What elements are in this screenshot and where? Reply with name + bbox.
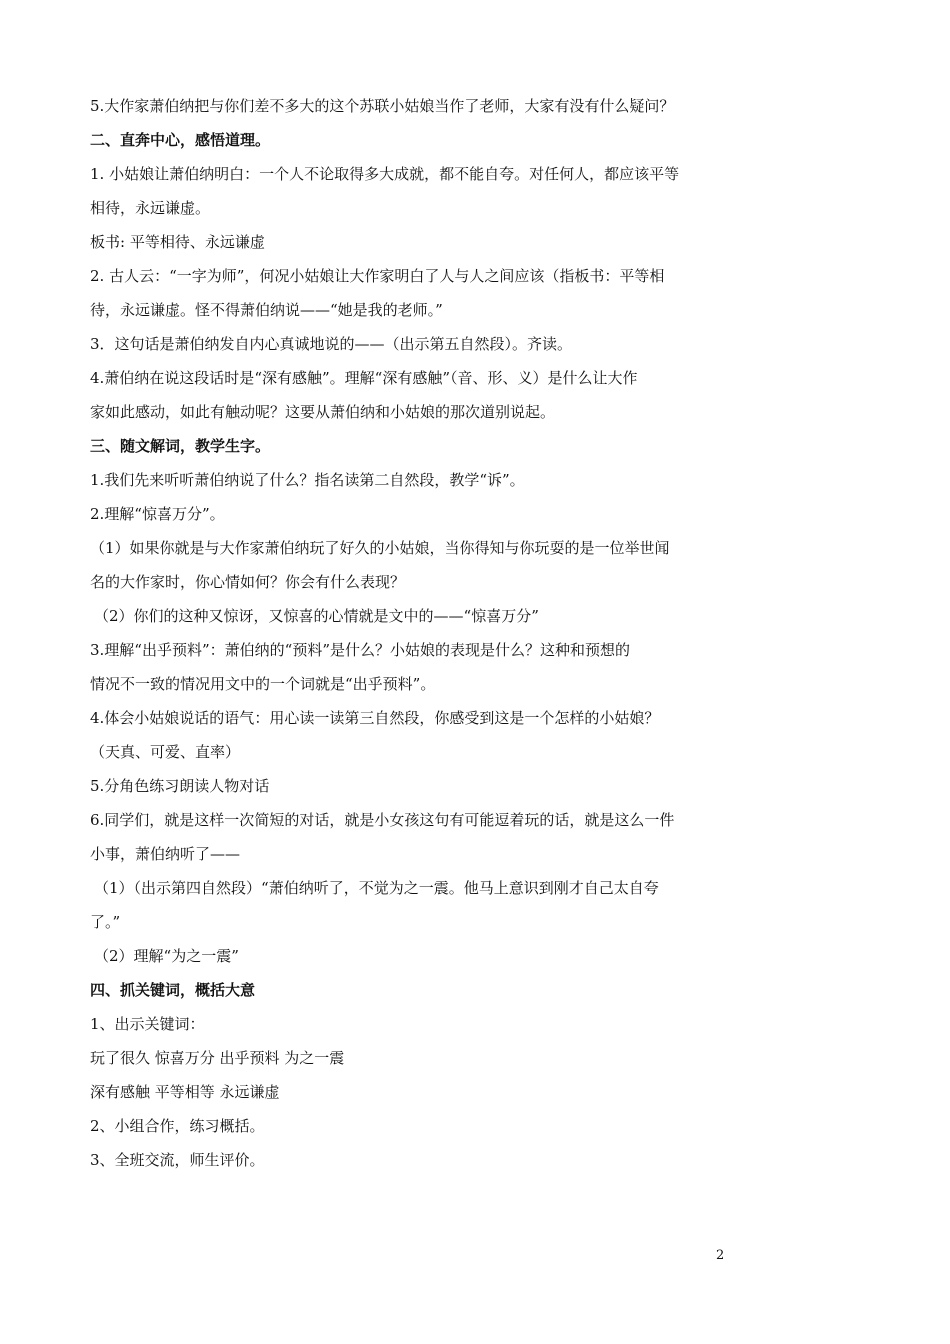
- paragraph-line: 相待，永远谦虚。: [90, 199, 211, 217]
- paragraph-line: 2. 古人云：“一字为师”，何况小姑娘让大作家明白了人与人之间应该（指板书：平等相: [90, 267, 665, 285]
- paragraph-line: 家如此感动，如此有触动呢？这要从萧伯纳和小姑娘的那次道别说起。: [90, 403, 556, 421]
- paragraph-line: 板书: 平等相待、永远谦虚: [90, 233, 265, 251]
- paragraph-line: 5.大作家萧伯纳把与你们差不多大的这个苏联小姑娘当作了老师，大家有没有什么疑问？: [90, 97, 675, 115]
- section-heading: 三、随文解词，教学生字。: [90, 437, 271, 455]
- paragraph-line: 1. 小姑娘让萧伯纳明白：一个人不论取得多大成就，都不能自夸。对任何人，都应该平等: [90, 165, 680, 183]
- page-number: 2: [716, 1248, 725, 1263]
- paragraph-line: 5.分角色练习朗读人物对话: [90, 777, 270, 795]
- section-heading: 二、直奔中心，感悟道理。: [90, 131, 271, 149]
- paragraph-line: （2）你们的这种又惊讶，又惊喜的心情就是文中的——“惊喜万分”: [94, 607, 539, 625]
- paragraph-line: 情况不一致的情况用文中的一个词就是“出乎预料”。: [90, 675, 436, 693]
- paragraph-line: 4.体会小姑娘说话的语气：用心读一读第三自然段，你感受到这是一个怎样的小姑娘？: [90, 709, 660, 727]
- paragraph-line: （天真、可爱、直率）: [90, 743, 241, 761]
- paragraph-line: （2）理解“为之一震”: [94, 947, 239, 965]
- paragraph-line: 6.同学们，就是这样一次简短的对话，就是小女孩这句有可能逗着玩的话，就是这么一件: [90, 811, 675, 829]
- paragraph-line: （1）如果你就是与大作家萧伯纳玩了好久的小姑娘，当你得知与你玩耍的是一位举世闻: [90, 539, 670, 557]
- paragraph-line: 名的大作家时，你心情如何？你会有什么表现？: [90, 573, 406, 591]
- paragraph-line: （1）（出示第四自然段）“萧伯纳听了，不觉为之一震。他马上意识到刚才自己太自夸: [94, 879, 659, 897]
- keyword-line: 玩了很久 惊喜万分 出乎预料 为之一震: [90, 1049, 345, 1067]
- paragraph-line: 2、小组合作，练习概括。: [90, 1117, 265, 1135]
- paragraph-line: 待，永远谦虚。怪不得萧伯纳说——“她是我的老师。”: [90, 301, 443, 319]
- paragraph-line: 3.理解“出乎预料”：萧伯纳的“预料”是什么？小姑娘的表现是什么？这种和预想的: [90, 641, 630, 659]
- paragraph-line: 4.萧伯纳在说这段话时是“深有感触”。理解“深有感触”（音、形、义）是什么让大作: [90, 369, 638, 387]
- keyword-line: 深有感触 平等相等 永远谦虚: [90, 1083, 280, 1101]
- paragraph-line: 1、出示关键词：: [90, 1015, 205, 1033]
- paragraph-line: 1.我们先来听听萧伯纳说了什么？指名读第二自然段，教学“诉”。: [90, 471, 525, 489]
- paragraph-line: 了。”: [90, 913, 121, 931]
- paragraph-line: 3．这句话是萧伯纳发自内心真诚地说的——（出示第五自然段）。齐读。: [90, 335, 573, 353]
- paragraph-line: 2.理解“惊喜万分”。: [90, 505, 225, 523]
- paragraph-line: 小事，萧伯纳听了——: [90, 845, 241, 863]
- section-heading: 四、抓关键词，概括大意: [90, 981, 256, 999]
- paragraph-line: 3、全班交流，师生评价。: [90, 1151, 265, 1169]
- document-body: [90, 96, 730, 1184]
